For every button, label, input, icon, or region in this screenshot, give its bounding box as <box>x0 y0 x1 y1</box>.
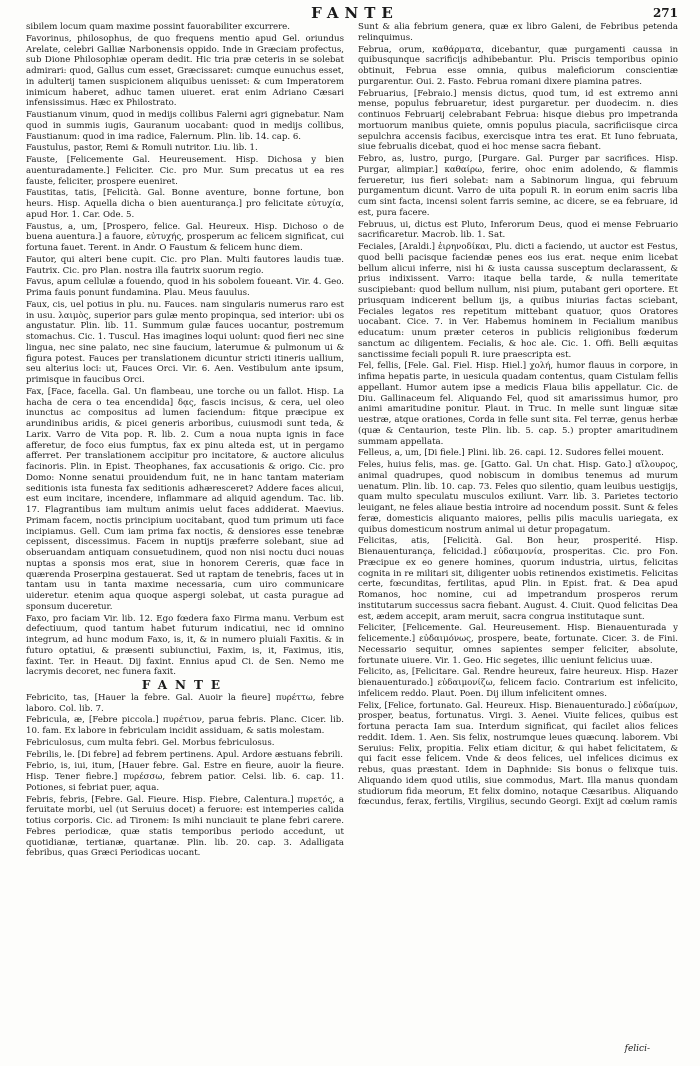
entry-text: Febrilis, le. [Di febre] ad febrem pertinens. Apul. Ardore æstuans febrili. <box>26 749 343 760</box>
entry-text: Fax, [Face, facella. Gal. Un flambeau, une torche ou un fallot. Hisp. La hacha de cera o tea encendida] δᾳς, fascis incisus, & cera, uel oleo inunctus ac compositus ad lumen faciendum: fitque præcipue ex arundinibus aridis, & picei generis arboribus, cuiusmodi sunt teda, & Larix. Varro de Vita pop. R. lib. 2. Cum a noua nupta ignis in face afferetur, de foco eius fumptus, fax ex pinu alteda est, ut in pergamo afferret. Per translationem accipitur pro incitatore, & auctore aliculus facinoris. Plin. in Epist. Theophanes, fax accusationis & origo. Cic. pro Domo: Nonne senatui prouidendum fuit, ne in hanc tantam materiam seditionis ista funesta fax seditionis adhæresceret? Addere faces alicui, est eum incitare, incendere, inflammare ad aliquid agendum. Tac. lib. 17. Flagrantibus iam multum animis uelut faces addiderat. Maevius. Primam facem, noctis principium uocitabant, quod tum primum uti face incipiamus. Gell. Cum iam prima fax noctis, & densiores esse tenebræ cepissent, discessimus. Facem in nuptijs præferre solebant, siue ad obseruandam antiquam consuetudinem, quod non nisi noctu duci nouas nuptas a sponsis mos erat, siue in honorem Cereris, quæ face in quærenda Proserpina gestauerat. Sed ut raptam de tenebris, faces ut in tantam usu in tanta maxime necessaria, cum uiro communicare uideretur. etenim aqua quoque aspergi solebat, ut casta purague ad sponsum duceretur. <box>26 386 344 612</box>
entry-text: Febricito, tas, [Hauer la febre. Gal. Auoir la fieure] πυρέττω, febre laboro. Col. lib. 7. <box>26 692 344 714</box>
dictionary-entry <box>26 22 344 33</box>
entry-text: Februa, orum, καθάρματα, dicebantur, quæ purgamenti caussa in quibusqunque sacrificijs adhibebantur. Plu. Priscis temporibus opinio obtinuit, Februa esse omnia, quibus maleficiorum conscientiæ purgarentur. Oui. 2. Fasto. Februa romani dixere piamina patres. <box>358 44 678 87</box>
dictionary-entry <box>26 222 344 254</box>
dictionary-entry <box>358 623 678 666</box>
dictionary-entry <box>358 667 678 699</box>
entry-text: Faustus, a, um, [Prospero, felice. Gal. Heureux. Hisp. Dichoso o de buena auentura.] a fauore, εὐτυχής, prosperum ac felicem significat, cui fortuna fauet. Terent. in Andr. O Faustum & felicem hunc diem. <box>26 221 344 253</box>
catchword: felici- <box>624 1044 650 1054</box>
dictionary-entry <box>358 361 678 447</box>
dictionary-entry <box>358 22 678 44</box>
entry-text: Febricula, æ, [Febre piccola.] πυρέτιον, parua febris. Planc. Cicer. lib. 10. fam. Ex labore in febriculam incidit assiduam, & satis molestam. <box>26 715 344 736</box>
dictionary-entry <box>26 715 344 737</box>
entry-text: Febrio, is, iui, itum, [Hauer febre. Gal. Estre en fieure, auoir la fieure. Hisp. Tener fiebre.] πυρέσσω, febrem patior. Celsi. lib. 6. cap. 11. Potiones, si febriat puer, aqua. <box>26 761 344 793</box>
entry-text: Fauste, [Felicemente Gal. Heureusement. Hisp. Dichosa y bien auenturadamente.] Feliciter. Cic. pro Mur. Sum precatus ut ea res fauste, feliciter, prospere eueniret. <box>26 155 344 187</box>
entry-text: Favorinus, philosophus, de quo frequens mentio apud Gel. oriundus Arelate, celebri Galliæ Narbonensis oppido. Inde in Græciam profectus, sub Dione Philosophiæ operam dedit. Hic tria præ ceteris in se solebat admirari: quod, Gallus cum esset, Græcissaret: cumque eunuchus esset, in adulterij tamen suspicionem aliquibus uenisset: & cum Imperatorem inimicum haberet, adhuc tamen uiueret. erat enim Adriano Cæsari infensissimus. Hæc ex Philostrato. <box>26 33 344 109</box>
entry-text: Felicito, as, [Felicitare. Gal. Rendre heureux, faire heureux. Hisp. Hazer bienauenturado.] εὐδαιμονίζω, felicem facio. Contrarium est infelicito, infelicem reddo. Plaut. Poen. Dij illum infelicitent omnes. <box>358 667 678 699</box>
dictionary-entry <box>358 460 678 535</box>
entry-text: Felicitas, atis, [Felicità. Gal. Bon heur, prosperité. Hisp. Bienauenturança, felicidad.] εὐδαιμονία, prosperitas. Cic. pro Fon. Præcipue ex eo genere homines, quorum industria, uirtus, felicitas cognita in re militari sit, diligenter uobis retinendos existimetis. Felicitas certe, fœcunditas, fertilitas, apud Plin. in Epist. frat. & Dea apud Romanos, hoc nomine, cui ad impetrandum prosperos rerum institutarum successus sacra fiebant. August. 4. Ciuit. Quod felicitas Dea est, ædem accepit, aram meruit, sacra congrua institutaque sunt. <box>358 536 678 622</box>
entry-text: Faustitas, tatis, [Felicità. Gal. Bonne aventure, bonne fortune, bon heurs. Hisp. Aquella dicha o bien auenturança.] pro felicitate εὐτυχία, apud Hor. 1. Car. Ode. 5. <box>26 188 344 220</box>
entry-text: Feliciter, [Felicemente. Gal. Heureusement. Hisp. Bienauenturada y felicemente.] εὐδαιμόνως, prospere, beate, fortunate. Cicer. 3. de Fini. Necessario sequitur, omnes sapientes semper feliciter, absolute, fortunate uiuere. Vir. 1. Geo. Hic segetes, illic ueniunt felicius uuæ. <box>358 623 678 666</box>
dictionary-entry <box>26 277 344 299</box>
entry-text: Faustulus, pastor, Remi & Romuli nutritor. Liu. lib. 1. <box>26 143 258 154</box>
entry-text: Fel, fellis, [Fele. Gal. Fiel. Hisp. Hiel.] χολή, humor flauus in corpore, in infima hepatis parte, in uesicula quadam contentus, quam Cistulam fellis appellant. Humor autem ipse a medicis Flaua bilis appellatur. Cic. de Diu. Gallinaceum fel. Aliquando Fel, quod sit amarissimus humor, pro animi amaritudine ponitur. Plaut. in Truc. In melle sunt linguæ sitæ uestræ, atque orationes, Corda in felle sunt sita. Fel terræ, genus herbæ (quæ & Centaurion, teste Plin. lib. 5. cap. 5.) propter amaritudinem summam appellata. <box>358 361 678 447</box>
section-title: FANTE <box>141 678 229 692</box>
dictionary-entry <box>26 143 344 154</box>
entry-text: Febris, febris, [Febre. Gal. Fieure. Hisp. Fiebre, Calentura.] πυρετός, a feruitate morbi, uel (ut Seruius docet) a feruore: est intemperies calida totius corporis. Cic. ad Tironem: Is mihi nunciauit te plane febri carere. Febres periodicæ, quæ statis temporibus periodo accedunt, ut quotidianæ, tertianæ, quartanæ. Plin. lib. 20. cap. 3. Adalligata febribus, quas Græci Periodicas uocant. <box>26 794 344 859</box>
left-entries-after <box>26 693 344 859</box>
entry-text: Sunt & alia febrium genera, quæ ex libro Galeni, de Febribus petenda relinquimus. <box>358 22 678 43</box>
entry-text: Februarius, [Febraio.] mensis dictus, quod tum, id est extremo anni mense, populus februaretur, idest purgaretur. per duodecim. n. dies continuos Februarij celebrabant Februa: hisque diebus pro impetranda mortuorum manibus quiete, omnis populus piacula, sacrificiisque circa sepulchra accensis facibus, exercisque intra tes erat. Et Iuno februata, siue februalis dicebat, quod ei hoc mense sacra fiebant. <box>358 88 678 153</box>
dictionary-entry <box>26 387 344 613</box>
dictionary-entry <box>26 155 344 187</box>
running-header <box>0 4 700 24</box>
right-column <box>358 22 678 809</box>
entry-text: Feciales, [Araldi.] ἐιρηνοδίκαι, Plu. dicti a faciendo, ut auctor est Festus, quod belli pacisque faciendæ penes eos ius erat. neque enim licebat bellum alicui inferre, nisi hi & iusta caussa susceptum declarassent, & prius indixissent. Varro: itaque bella tarde, & nulla temeritate suscipiebant: quod bellum nullum, nisi pium, putabant geri oportere. Et priusquam indicerent bellum ijs, a quibus iniurias factas sciebant, Feciales legatos res repetitum mittebant quatuor, quos Oratores uocabant. Cice. 7. in Ver. Habemus hominem in Fecialium manibus educatum: unum præter ceteros in publicis religionibus fœderum sanctum ac diligentem. Fecialis, & hoc ale. Cic. 1. Offi. Belli æquitas sanctissime feciali populi R. iure praescripta est. <box>358 242 678 360</box>
dictionary-entry <box>26 110 344 142</box>
entry-text: Fautor, qui alteri bene cupit. Cic. pro Plan. Multi fautores laudis tuæ. Fautrix. Cic. pro Plan. nostra illa fautrix suorum regio. <box>26 254 344 276</box>
dictionary-entry <box>358 89 678 154</box>
entry-text: Felix, [Felice, fortunato. Gal. Heureux. Hisp. Bienauenturado.] εὐδαίμων, prosper, beatus, fortunatus. Virgi. 3. Aenei. Viuite felices, quibus est fortuna peracta Iam sua. Interdum significat, qui facilet alios felices reddit. Idem. 1. Aen. Sis felix, nostrumque leues quæcunq. laborem. Vbi Seruius: Felix, propitia. Felix etiam dicitur, & qui habet felicitatem, & qui facit esse felicem. Vnde & deos felices, uel infelices dicimus ex rebus, quas præstant. Idem in Daphnide: Sis bonus o felixque tuis. Aliquando idem quod utilis, siue commodus, Mart. Illa manus quondam studiorum fida meorum, Et felix domino, notaque Cæsaribus. Aliquando fœcundus, ferax, fertilis, Virgilius, secundo Georgi. Exijt ad cœlum ramis <box>358 700 678 808</box>
dictionary-entry <box>358 45 678 88</box>
dictionary-entry <box>358 154 678 219</box>
dictionary-entry <box>26 614 344 679</box>
dictionary-entry <box>26 34 344 109</box>
dictionary-entry <box>26 300 344 386</box>
entry-text: Februus, ui, dictus est Pluto, Inferorum Deus, quod ei mense Februario sacrificaretur. Macrob. lib. 1. Sat. <box>358 219 678 241</box>
right-entries <box>358 22 678 808</box>
entry-text: sibilem locum quam maxime possint fauorabiliter excurrere. <box>26 22 290 32</box>
dictionary-entry <box>26 188 344 220</box>
dictionary-entry <box>358 536 678 622</box>
entry-text: Favus, apum cellulæ a fouendo, quod in his sobolem foueant. Vir. 4. Geo. Prima fauis ponunt fundamina. Plau. Meus fauulus. <box>26 277 344 298</box>
dictionary-entry <box>358 448 678 459</box>
entry-text: Febro, as, lustro, purgo, [Purgare. Gal. Purger par sacrifices. Hisp. Purgar, alimpiar.] καθαίρω, ferire, ohoc enim adolendo, & flammis ferueretur, ius fieri solebat: nam a Sabinorum lingua, qui februum purgamentum dicunt. Varro de uita populi R. in eorum enim sacris liba cum sint facta, incensi solent farris semine, ac dicere, se ea februare, id est, pura facere. <box>358 154 678 218</box>
entry-text: Febriculosus, cum multa febri. Gel. Morbus febriculosus. <box>26 737 275 748</box>
entry-text: Feles, huius felis, mas. ge. [Gatto. Gal. Un chat. Hisp. Gato.] αἴλουρος, animal quadrupes, quod nobiscum in domibus tenemus ad murum uenatum. Plin. lib. 10. cap. 73. Feles quo silentio, quam leuibus uestigijs, quam multo speculatu musculos exiliunt. Varr. lib. 3. Parietes tectorio leuigant, ne feles aliaue bestia introire ad nocendum possit. Sunt & feles feræ, domesticis aliquanto maiores, pellis pilis maculis uariegata, ex quibus domesticum nostrum animal ui detur propagatum. <box>358 460 678 535</box>
entry-text: Faux, cis, uel potius in plu. nu. Fauces. nam singularis numerus raro est in usu. λαιμὸς, superior pars gulæ mento propinqua, sed interior: ubi os angustatur. Plin. lib. 11. Summum gulæ fauces uocantur, postremum stomachus. Cic. 1. Tuscul. Has imagines loqui uolunt: quod fieri nec sine lingua, nec sine palato, nec sine faucium, laterumue & pulmonum ui & figura potest. Fauces per translationem dicuntur stricti itineris uallium, seu alterius loci: ut, Fauces Orci. Vir. 6. Aen. Vestibulum ante ipsum, primisque in faucibus Orci. <box>26 299 344 385</box>
page-number: 271 <box>652 6 678 20</box>
running-title: FANTE <box>311 4 399 22</box>
entry-text: Faxo, pro faciam Vir. lib. 12. Ego fœdera faxo Firma manu. Verbum est defectiuum, quod tantum habet futurum indicatiui, nec id omnino integrum, ad hunc modum Faxo, is, it, & in numero pluiali Faxitis. & in futuro optatiui, & præsenti subiunctiui, Faxim, is, it, Faximus, itis, faxint. Ter. in Heaut. Dij faxint. Ennius apud Ci. de Sen. Nemo me lacrymis decoret, nec funera faxit. <box>26 613 344 678</box>
dictionary-entry <box>26 795 344 860</box>
left-column <box>26 22 344 860</box>
left-entries <box>26 22 344 678</box>
dictionary-entry <box>358 242 678 360</box>
dictionary-entry <box>26 750 344 761</box>
dictionary-entry <box>26 738 344 749</box>
dictionary-entry <box>26 255 344 277</box>
dictionary-entry <box>358 220 678 242</box>
entry-text: Faustianum vinum, quod in medijs collibus Falerni agri gignebatur. Nam quod in summis iugis, Gauranum uocabant: quod in medijs collibus, Faustianum: quod in ima radice, Falernum. Plin. lib. 14. cap. 6. <box>26 110 344 142</box>
dictionary-entry <box>358 701 678 809</box>
dictionary-entry <box>26 761 344 793</box>
entry-text: Felleus, a, um, [Di fiele.] Plini. lib. 26. capi. 12. Sudores fellei mouent. <box>358 448 664 459</box>
dictionary-entry <box>26 693 344 715</box>
